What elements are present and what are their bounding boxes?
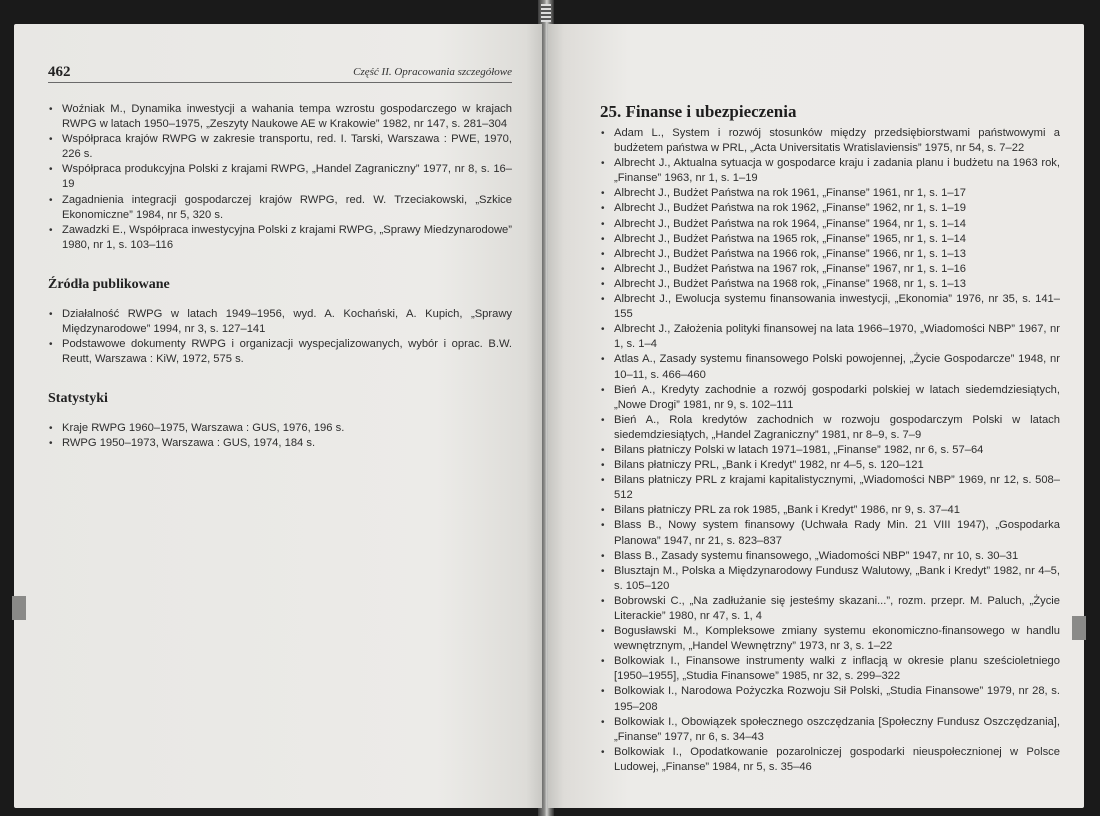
bibliography-entry: • Blass B., Nowy system finansowy (Uchwała Rady Min. 21 VIII 1947), „Gospodarka Planowa” 1947, nr 21, s. 823–837 (600, 518, 1060, 548)
bibliography-entry: • Bilans płatniczy Polski w latach 1971–1981, „Finanse” 1982, nr 6, s. 57–64 (600, 443, 1060, 458)
section-heading-statistics: Statystyki (48, 391, 108, 407)
bibliography-entry: • Bień A., Kredyty zachodnie a rozwój gospodarki polskiej w latach siedemdziesiątych, „Nowe Drogi” 1981, nr 9, s. 102–111 (600, 383, 1060, 413)
bibliography-entry: • Działalność RWPG w latach 1949–1956, wyd. A. Kochański, A. Kupich, „Sprawy Międzynarodowe” 1994, nr 3, s. 127–141 (48, 307, 512, 337)
bibliography-entry: • Albrecht J., Budżet Państwa na 1968 rok, „Finanse” 1968, nr 1, s. 1–13 (600, 277, 1060, 292)
bibliography-entry: • Bolkowiak I., Opodatkowanie pozarolniczej gospodarki nieuspołecznionej w Polsce Ludowej, „Finanse” 1984, nr 5, s. 35–46 (600, 745, 1060, 775)
bibliography-entry: • Albrecht J., Budżet Państwa na rok 1961, „Finanse” 1961, nr 1, s. 1–17 (600, 186, 1060, 201)
bibliography-entry: • Bilans płatniczy PRL z krajami kapitalistycznymi, „Wiadomości NBP” 1969, nr 12, s. 508–512 (600, 473, 1060, 503)
bibliography-list (48, 102, 512, 253)
bibliography-entry: • Albrecht J., Budżet Państwa na 1967 rok, „Finanse” 1967, nr 1, s. 1–16 (600, 262, 1060, 277)
chapter-title: 25. Finanse i ubezpieczenia (600, 102, 797, 121)
right-page (548, 24, 1084, 808)
bibliography-list (48, 307, 512, 367)
left-page-content (48, 102, 512, 452)
bibliography-entry: • Albrecht J., Budżet Państwa na 1965 rok, „Finanse” 1965, nr 1, s. 1–14 (600, 232, 1060, 247)
thumb-index-tab (12, 596, 26, 620)
right-page-content (600, 102, 1060, 775)
bibliography-entry: • Woźniak M., Dynamika inwestycji a wahania tempa wzrostu gospodarczego w krajach RWPG w latach 1950–1975, „Zeszyty Naukowe AE w Krakowie” 1982, nr 147, s. 281–304 (48, 102, 512, 132)
bibliography-entry: • Współpraca produkcyjna Polski z krajami RWPG, „Handel Zagraniczny” 1977, nr 8, s. 16–19 (48, 162, 512, 192)
bibliography-entry: • Albrecht J., Budżet Państwa na rok 1964, „Finanse” 1964, nr 1, s. 1–14 (600, 217, 1060, 232)
bibliography-entry: • Adam L., System i rozwój stosunków między przedsiębiorstwami państwowymi a budżetem państwa w PRL, „Acta Universitatis Wratislaviensis” 1975, nr 54, s. 7–22 (600, 126, 1060, 156)
bibliography-entry: • Atlas A., Zasady systemu finansowego Polski powojennej, „Życie Gospodarcze” 1948, nr 10–11, s. 466–460 (600, 352, 1060, 382)
bibliography-entry: • Zawadzki E., Współpraca inwestycyjna Polski z krajami RWPG, „Sprawy Miedzynarodowe” 1980, nr 1, s. 103–116 (48, 223, 512, 253)
bibliography-entry: • Bilans płatniczy PRL za rok 1985, „Bank i Kredyt” 1986, nr 9, s. 37–41 (600, 503, 1060, 518)
bibliography-entry: • Bobrowski C., „Na zadłużanie się jesteśmy skazani...”, rozm. przepr. M. Paluch, „Życie Literackie” 1980, nr 47, s. 1, 4 (600, 594, 1060, 624)
page-number: 462 (48, 64, 71, 80)
bibliography-list (48, 421, 512, 451)
bibliography-list (600, 126, 1060, 775)
bibliography-entry: • Bogusławski M., Kompleksowe zmiany systemu ekonomiczno-finansowego w handlu wewnętrznym, „Handel Wewnętrzny” 1973, nr 3, s. 1–22 (600, 624, 1060, 654)
bibliography-entry: • Bolkowiak I., Narodowa Pożyczka Rozwoju Sił Polski, „Studia Finansowe” 1979, nr 28, s. 195–208 (600, 684, 1060, 714)
bibliography-entry: • RWPG 1950–1973, Warszawa : GUS, 1974, 184 s. (48, 436, 512, 451)
left-page (14, 24, 542, 808)
spine-marker (541, 4, 551, 22)
bibliography-entry: • Albrecht J., Budżet Państwa na rok 1962, „Finanse” 1962, nr 1, s. 1–19 (600, 201, 1060, 216)
bibliography-entry: • Albrecht J., Ewolucja systemu finansowania inwestycji, „Ekonomia” 1976, nr 35, s. 141–155 (600, 292, 1060, 322)
bibliography-entry: • Bolkowiak I., Finansowe instrumenty walki z inflacją w okresie planu sześcioletniego [1950–1955], „Studia Finansowe” 1985, nr 32, s. 299–322 (600, 654, 1060, 684)
bibliography-entry: • Blusztajn M., Polska a Międzynarodowy Fundusz Walutowy, „Bank i Kredyt” 1982, nr 4–5, s. 105–120 (600, 564, 1060, 594)
bibliography-entry: • Zagadnienia integracji gospodarczej krajów RWPG, red. W. Trzeciakowski, „Szkice Ekonomiczne” 1984, nr 5, 320 s. (48, 193, 512, 223)
bibliography-entry: • Albrecht J., Aktualna sytuacja w gospodarce kraju i zadania planu i budżetu na 1963 rok, „Finanse” 1963, nr 1, s. 1–19 (600, 156, 1060, 186)
running-head (48, 64, 512, 83)
bibliography-entry: • Współpraca krajów RWPG w zakresie transportu, red. I. Tarski, Warszawa : PWE, 1970, 226 s. (48, 132, 512, 162)
thumb-index-tab (1072, 616, 1086, 640)
bibliography-entry: • Bień A., Rola kredytów zachodnich w rozwoju gospodarczym Polski w latach siedemdziesiątych, „Handel Zagraniczny” 1981, nr 8–9, s. 7–9 (600, 413, 1060, 443)
bibliography-entry: • Kraje RWPG 1960–1975, Warszawa : GUS, 1976, 196 s. (48, 421, 512, 436)
section-heading-published-sources: Źródła publikowane (48, 276, 170, 292)
bibliography-entry: • Albrecht J., Założenia polityki finansowej na lata 1966–1970, „Wiadomości NBP” 1967, nr 1, s. 1–4 (600, 322, 1060, 352)
bibliography-entry: • Bolkowiak I., Obowiązek społecznego oszczędzania [Społeczny Fundusz Oszczędzania], „Finanse” 1977, nr 6, s. 34–43 (600, 715, 1060, 745)
bibliography-entry: • Albrecht J., Budżet Państwa na 1966 rok, „Finanse” 1966, nr 1, s. 1–13 (600, 247, 1060, 262)
running-title: Część II. Opracowania szczegółowe (353, 66, 512, 78)
bibliography-entry: • Bilans płatniczy PRL, „Bank i Kredyt” 1982, nr 4–5, s. 120–121 (600, 458, 1060, 473)
bibliography-entry: • Podstawowe dokumenty RWPG i organizacji wyspecjalizowanych, wybór i oprac. B.W. Reutt, Warszawa : KiW, 1972, 575 s. (48, 337, 512, 367)
bibliography-entry: • Blass B., Zasady systemu finansowego, „Wiadomości NBP” 1947, nr 10, s. 30–31 (600, 549, 1060, 564)
